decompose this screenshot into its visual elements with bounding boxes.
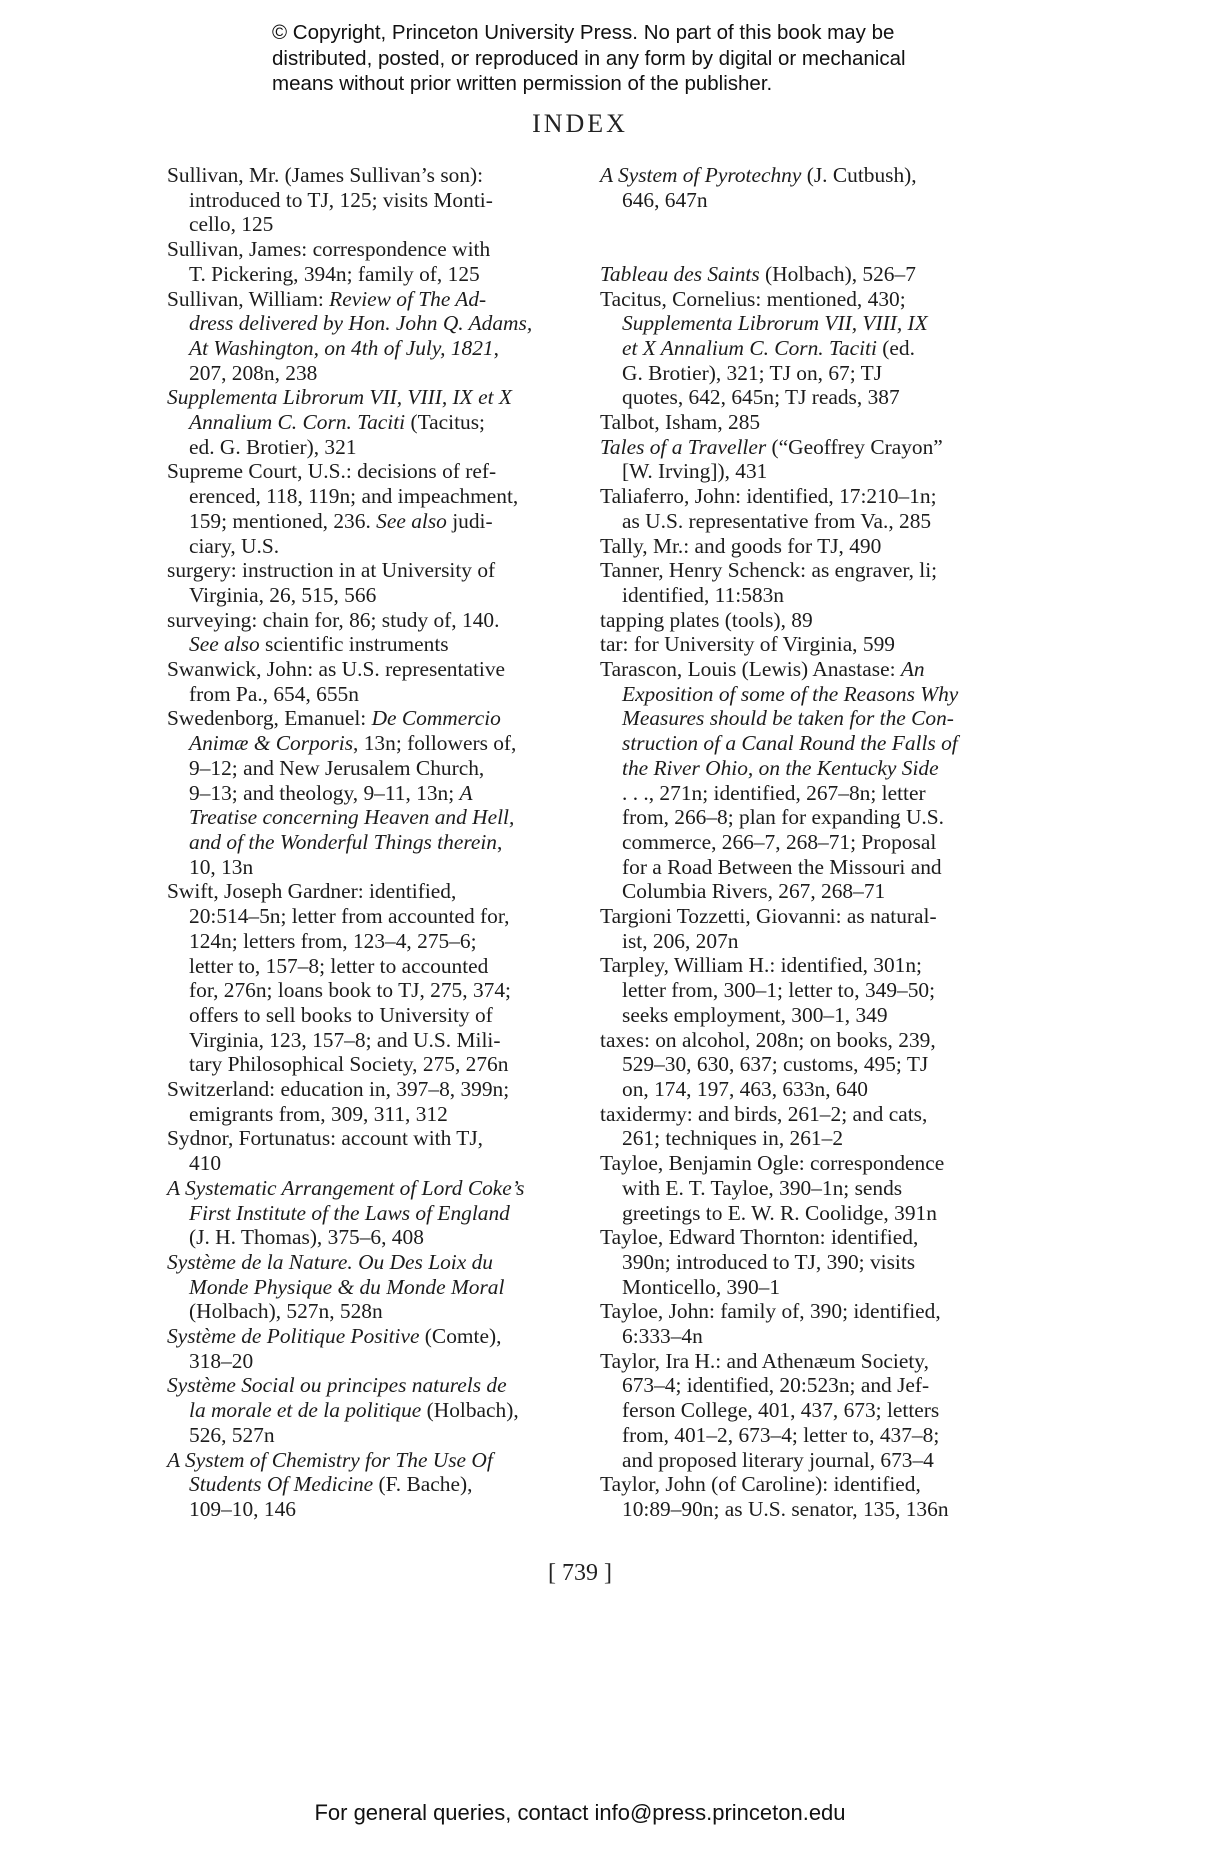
index-entry: Tayloe, Edward Thornton: identified, 390n; introduced to TJ, 390; visits Monticello, 390–1 — [600, 1225, 919, 1299]
index-entry: Taylor, John (of Caroline): identified, 10:89–90n; as U.S. senator, 135, 136n — [600, 1472, 949, 1521]
letter-section-gap — [600, 212, 1010, 261]
index-entry: Tableau des Saints (Holbach), 526–7 — [600, 261, 916, 286]
index-entry: Tayloe, Benjamin Ogle: correspondence with E. T. Tayloe, 390–1n; sends greetings to E. W. R. Coolidge, 391n — [600, 1151, 945, 1225]
index-entry: Tanner, Henry Schenck: as engraver, li; identified, 11:583n — [600, 558, 938, 607]
index-entry: Talbot, Isham, 285 — [600, 410, 761, 435]
copyright-notice — [272, 20, 992, 97]
index-entry: surveying: chain for, 86; study of, 140. See also scientific instruments — [167, 607, 500, 657]
index-entry: tar: for University of Virginia, 599 — [600, 632, 895, 657]
index-column-right — [600, 163, 1010, 1522]
index-entry: Sydnor, Fortunatus: account with TJ, 410 — [167, 1126, 484, 1176]
copyright-line-3: means without prior written permission of the publisher. — [272, 72, 773, 95]
index-entry: Tayloe, John: family of, 390; identified, 6:333–4n — [600, 1299, 941, 1349]
index-entry: taxidermy: and birds, 261–2; and cats, 261; techniques in, 261–2 — [600, 1101, 928, 1151]
index-entry: surgery: instruction in at University of Virginia, 26, 515, 566 — [167, 558, 496, 607]
index-entry: taxes: on alcohol, 208n; on books, 239, 529–30, 630, 637; customs, 495; TJ on, 174, 197, 463, 633n, 640 — [600, 1027, 936, 1101]
index-entry: Sullivan, Mr. (James Sullivan’s son): introduced to TJ, 125; visits Monti- cello, 125 — [167, 163, 493, 237]
index-entry: Taylor, Ira H.: and Athenæum Society, 673–4; identified, 20:523n; and Jef- ferson College, 401, 437, 673; letters from, 401–2, 673–4; letter to, 437–8; and proposed literary journal, 673–4 — [600, 1348, 940, 1472]
index-entry: Swift, Joseph Gardner: identified, 20:514–5n; letter from accounted for, 124n; letters from, 123–4, 275–6; letter to, 157–8; letter to accounted for, 276n; loans book to TJ, 275, 374; offers to sell books to University of Virginia, 123, 157–8; and U.S. Mili- tary Philosophical Society, 275, 276n — [167, 879, 511, 1077]
page-number: [ 739 ] — [548, 1560, 612, 1586]
index-entry: A System of Chemistry for The Use Of Students Of Medicine (F. Bache), 109–10, 146 — [167, 1447, 493, 1521]
index-entry: A System of Pyrotechny (J. Cutbush), 646, 647n — [600, 163, 917, 212]
index-entry: Tarascon, Louis (Lewis) Anastase: An Exposition of some of the Reasons Why Measures should be taken for the Con- struction of a Canal Round the Falls of the River Ohio, on the Kentucky Side . . ., 271n; identified, 267–8n; letter from, 266–8; plan for expanding U.S. commerce, 266–7, 268–71; Proposal for a Road Between the Missouri and Columbia Rivers, 267, 268–71 — [600, 657, 959, 904]
index-entry: Switzerland: education in, 397–8, 399n; emigrants from, 309, 311, 312 — [167, 1077, 510, 1126]
index-entry: Swedenborg, Emanuel: De Commercio Animæ & Corporis, 13n; followers of, 9–12; and New Jerusalem Church, 9–13; and theology, 9–11, 13n; A Treatise concerning Heaven and Hell, and of the Wonderful Things therein, 10, 13n — [167, 706, 517, 879]
index-entry: Sullivan, James: correspondence with T. Pickering, 394n; family of, 125 — [167, 237, 491, 286]
index-entry: Tacitus, Cornelius: mentioned, 430; Supplementa Librorum VII, VIII, IX et X Annalium C. Corn. Taciti (ed. G. Brotier), 321; TJ on, 67; TJ quotes, 642, 645n; TJ reads, 387 — [600, 286, 928, 410]
index-entry: Tarpley, William H.: identified, 301n; letter from, 300–1; letter to, 349–50; seeks employment, 300–1, 349 — [600, 953, 936, 1027]
index-column-left — [167, 163, 581, 1522]
index-entry: Swanwick, John: as U.S. representative from Pa., 654, 655n — [167, 657, 506, 706]
index-entry: A Systematic Arrangement of Lord Coke’s First Institute of the Laws of England (J. H. Thomas), 375–6, 408 — [167, 1175, 525, 1250]
index-entry: tapping plates (tools), 89 — [600, 607, 813, 632]
index-entry: Targioni Tozzetti, Giovanni: as natural- ist, 206, 207n — [600, 904, 937, 953]
copyright-line-1: © Copyright, Princeton University Press. No part of this book may be — [272, 21, 895, 44]
index-entry: Système de la Nature. Ou Des Loix du Monde Physique & du Monde Moral (Holbach), 527n, 528n — [167, 1249, 505, 1324]
footer-contact: For general queries, contact info@press.princeton.edu — [314, 1800, 846, 1825]
index-entry: Tally, Mr.: and goods for TJ, 490 — [600, 533, 882, 558]
index-entry: Supreme Court, U.S.: decisions of ref- erenced, 118, 119n; and impeachment, 159; mentioned, 236. See also judi- ciary, U.S. — [167, 459, 519, 558]
index-entry: Sullivan, William: Review of The Ad- dress delivered by Hon. John Q. Adams, At Washington, on 4th of July, 1821, 207, 208n, 238 — [167, 286, 533, 385]
index-entry: Système Social ou principes naturels de la morale et de la politique (Holbach), 526, 527n — [167, 1373, 519, 1447]
copyright-line-2: distributed, posted, or reproduced in any form by digital or mechanical — [272, 46, 906, 70]
index-entry: Supplementa Librorum VII, VIII, IX et X Annalium C. Corn. Taciti (Tacitus; ed. G. Brotier), 321 — [167, 385, 512, 459]
index-entry: Système de Politique Positive (Comte), 318–20 — [167, 1324, 502, 1373]
page-heading: INDEX — [532, 109, 628, 138]
index-entry: Taliaferro, John: identified, 17:210–1n; as U.S. representative from Va., 285 — [600, 484, 937, 533]
index-entry: Tales of a Traveller (“Geoffrey Crayon” [W. Irving]), 431 — [600, 434, 943, 484]
